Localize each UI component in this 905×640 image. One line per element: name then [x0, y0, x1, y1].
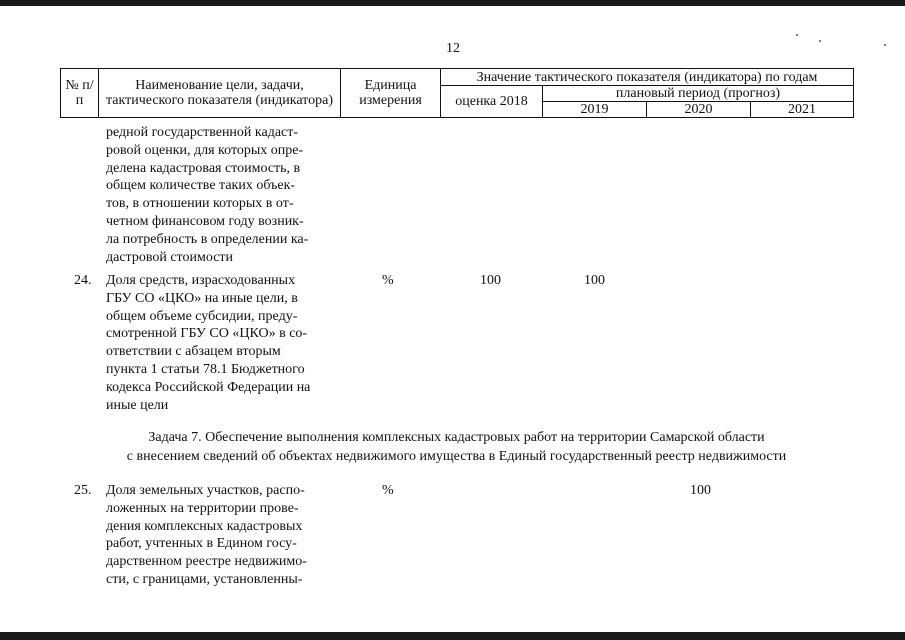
text-line: ложенных на территории прове- [106, 500, 299, 516]
text-line: работ, учтенных в Едином госу- [106, 536, 297, 552]
text-line: смотренной ГБУ СО «ЦКО» в со- [106, 326, 308, 342]
scan-top-border [0, 0, 905, 6]
text-line: дения комплексных кадастровых [106, 518, 303, 534]
task-7-line-2: с внесением сведений об объектах недвижимого имущества в Единый государственный реестр недвижимости [126, 449, 787, 464]
item-24-estimate-2018: 100 [480, 273, 501, 288]
text-line: кодекса Российской Федерации на [106, 379, 311, 395]
text-line: ответствии с абзацем вторым [106, 344, 281, 360]
text-line: общем количестве таких объек- [106, 178, 296, 194]
header-estimate-2018: оценка 2018 [441, 86, 543, 118]
item-25-description [106, 482, 354, 589]
text-line: ла потребность в определении ка- [106, 231, 309, 247]
text-line: дарственном реестре недвижимо- [106, 554, 307, 570]
indicator-table-header [60, 68, 854, 118]
header-year-2021: 2021 [751, 102, 854, 118]
header-number-column: № п/п [61, 69, 99, 118]
item-25-number: 25. [74, 483, 92, 498]
text-line: общем объеме субсидии, преду- [106, 308, 298, 324]
continued-item-description [106, 124, 354, 266]
item-24-number: 24. [74, 273, 92, 288]
item-25-unit: % [382, 483, 394, 498]
text-line: дастровой стоимости [106, 249, 234, 265]
text-line: ГБУ СО «ЦКО» на иные цели, в [106, 290, 298, 306]
item-25-value-2020: 100 [690, 483, 711, 498]
scan-speck [884, 44, 886, 46]
header-plan-period: плановый период (прогноз) [543, 86, 854, 102]
text-line: тов, в отношении которых в от- [106, 196, 294, 212]
text-line: иные цели [106, 397, 169, 413]
text-line: ровой оценки, для которых опре- [106, 142, 304, 158]
header-year-2019: 2019 [543, 102, 647, 118]
scan-speck [796, 34, 798, 36]
page-number: 12 [446, 41, 460, 56]
text-line: сти, с границами, установленны- [106, 571, 303, 587]
text-line: пункта 1 статьи 78.1 Бюджетного [106, 361, 305, 377]
text-line: четном финансовом году возник- [106, 213, 304, 229]
text-line: редной государственной кадаст- [106, 125, 299, 140]
task-7-heading [60, 428, 853, 466]
task-7-line-1: Задача 7. Обеспечение выполнения комплексных кадастровых работ на территории Самарской области [148, 430, 765, 445]
header-year-2020: 2020 [647, 102, 751, 118]
header-values-group: Значение тактического показателя (индикатора) по годам [441, 69, 854, 86]
item-24-value-2019: 100 [584, 273, 605, 288]
item-24-description [106, 272, 354, 414]
item-24-unit: % [382, 273, 394, 288]
text-line: Доля средств, израсходованных [106, 273, 296, 288]
header-name-column: Наименование цели, задачи, тактического показателя (индикатора) [99, 69, 341, 118]
header-unit-column: Единица измерения [341, 69, 441, 118]
scan-speck [819, 40, 821, 42]
text-line: Доля земельных участков, распо- [106, 483, 305, 498]
scan-bottom-border [0, 632, 905, 640]
text-line: делена кадастровая стоимость, в [106, 160, 301, 176]
